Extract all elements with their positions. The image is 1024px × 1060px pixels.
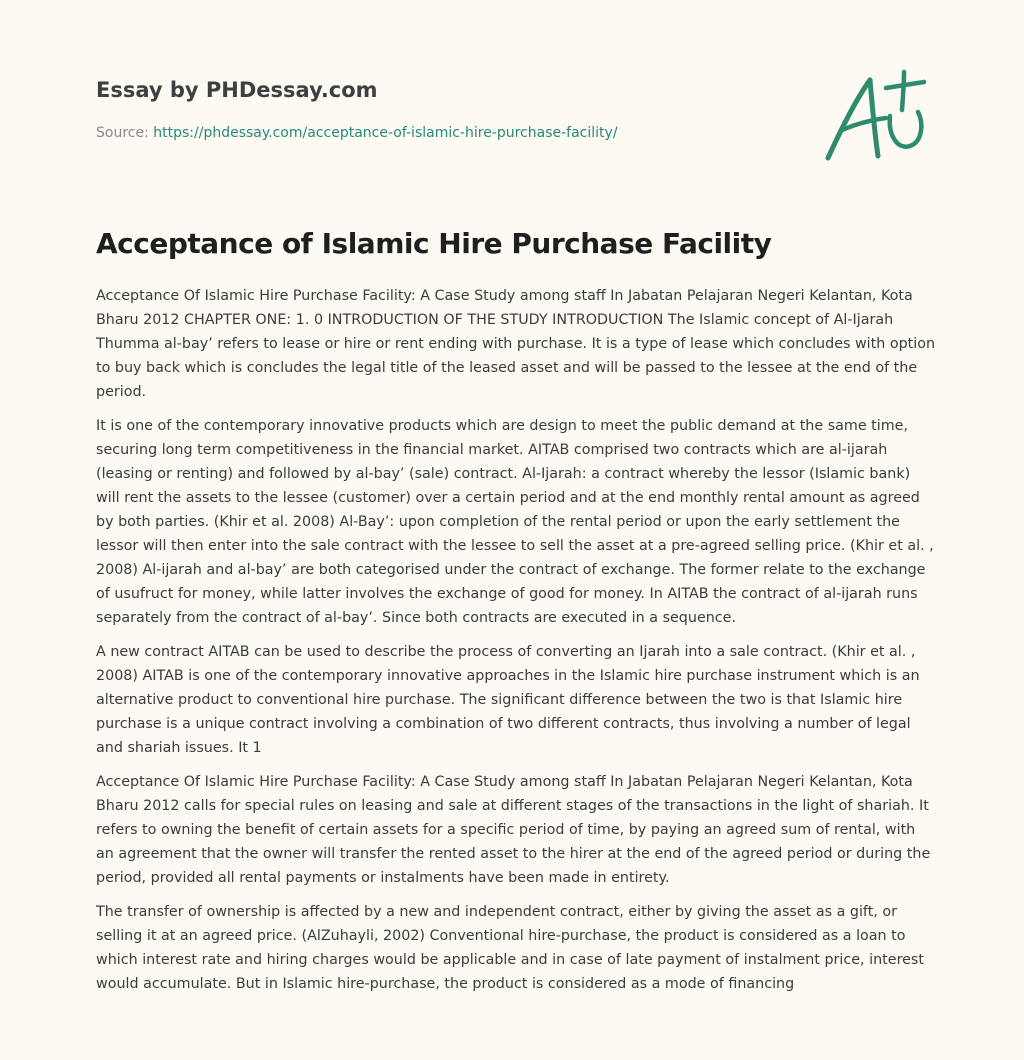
source-line: [96, 123, 796, 143]
essay-paragraph: A new contract AITAB can be used to describe the process of converting an Ijarah into a sale contract. (Khir et al. , 2008) AITAB is one of the contemporary innovative approaches in the Islamic hire purchase instrument which is an alternative product to conventional hire purchase. The significant difference between the two is that Islamic hire purchase is a unique contract involving a combination of two different contracts, thus involving a number of legal and shariah issues. It 1: [96, 644, 920, 756]
essay-body: [96, 284, 936, 1006]
source-link[interactable]: https://phdessay.com/acceptance-of-islamic-hire-purchase-facility/: [153, 125, 618, 141]
essay-title: Acceptance of Islamic Hire Purchase Facility: [96, 227, 772, 260]
essay-paragraph: Acceptance Of Islamic Hire Purchase Facility: A Case Study among staff In Jabatan Pelajaran Negeri Kelantan, Kota Bharu 2012 calls for special rules on leasing and sale at different stages of the transactions in the light of shariah. It refers to owning the benefit of certain assets for a specific period of time, by paying an agreed sum of rental, with an agreement that the owner will transfer the rented asset to the hirer at the end of the agreed period or during the period, provided all rental payments or instalments have been made in entirety.: [96, 774, 931, 886]
a-plus-logo-icon: [820, 66, 930, 166]
site-title: Essay by PHDessay.com: [96, 78, 378, 102]
source-label: Source:: [96, 125, 149, 141]
essay-paragraph: Acceptance Of Islamic Hire Purchase Facility: A Case Study among staff In Jabatan Pelajaran Negeri Kelantan, Kota Bharu 2012 CHAPTER ONE: 1. 0 INTRODUCTION OF THE STUDY INTRODUCTION The Islamic concept of Al-Ijarah Thumma al-bay’ refers to lease or hire or rent ending with purchase. It is a type of lease which concludes with option to buy back which is concludes the legal title of the leased asset and will be passed to the lessee at the end of the period.: [96, 288, 936, 400]
essay-paragraph: The transfer of ownership is affected by a new and independent contract, either by giving the asset as a gift, or selling it at an agreed price. (AlZuhayli, 2002) Conventional hire-purchase, the product is considered as a loan to which interest rate and hiring charges would be applicable and in case of late payment of instalment price, interest would accumulate. But in Islamic hire-purchase, the product is considered as a mode of financing: [96, 904, 924, 992]
page-header: [96, 74, 796, 143]
essay-paragraph: It is one of the contemporary innovative products which are design to meet the public demand at the same time, securing long term competitiveness in the financial market. AITAB comprised two contracts which are al-ijarah (leasing or renting) and followed by al-bay’ (sale) contract. Al-Ijarah: a contract whereby the lessor (Islamic bank) will rent the assets to the lessee (customer) over a certain period and at the end monthly rental amount as agreed by both parties. (Khir et al. 2008) Al-Bay’: upon completion of the rental period or upon the early settlement the lessor will then enter into the sale contract with the lessee to sell the asset at a pre-agreed selling price. (Khir et al. , 2008) Al-ijarah and al-bay’ are both categorised under the contract of exchange. The former relate to the exchange of usufruct for money, while latter involves the exchange of good for money. In AITAB the contract of al-ijarah runs separately from the contract of al-bay’. Since both contracts are executed in a sequence.: [96, 418, 934, 626]
